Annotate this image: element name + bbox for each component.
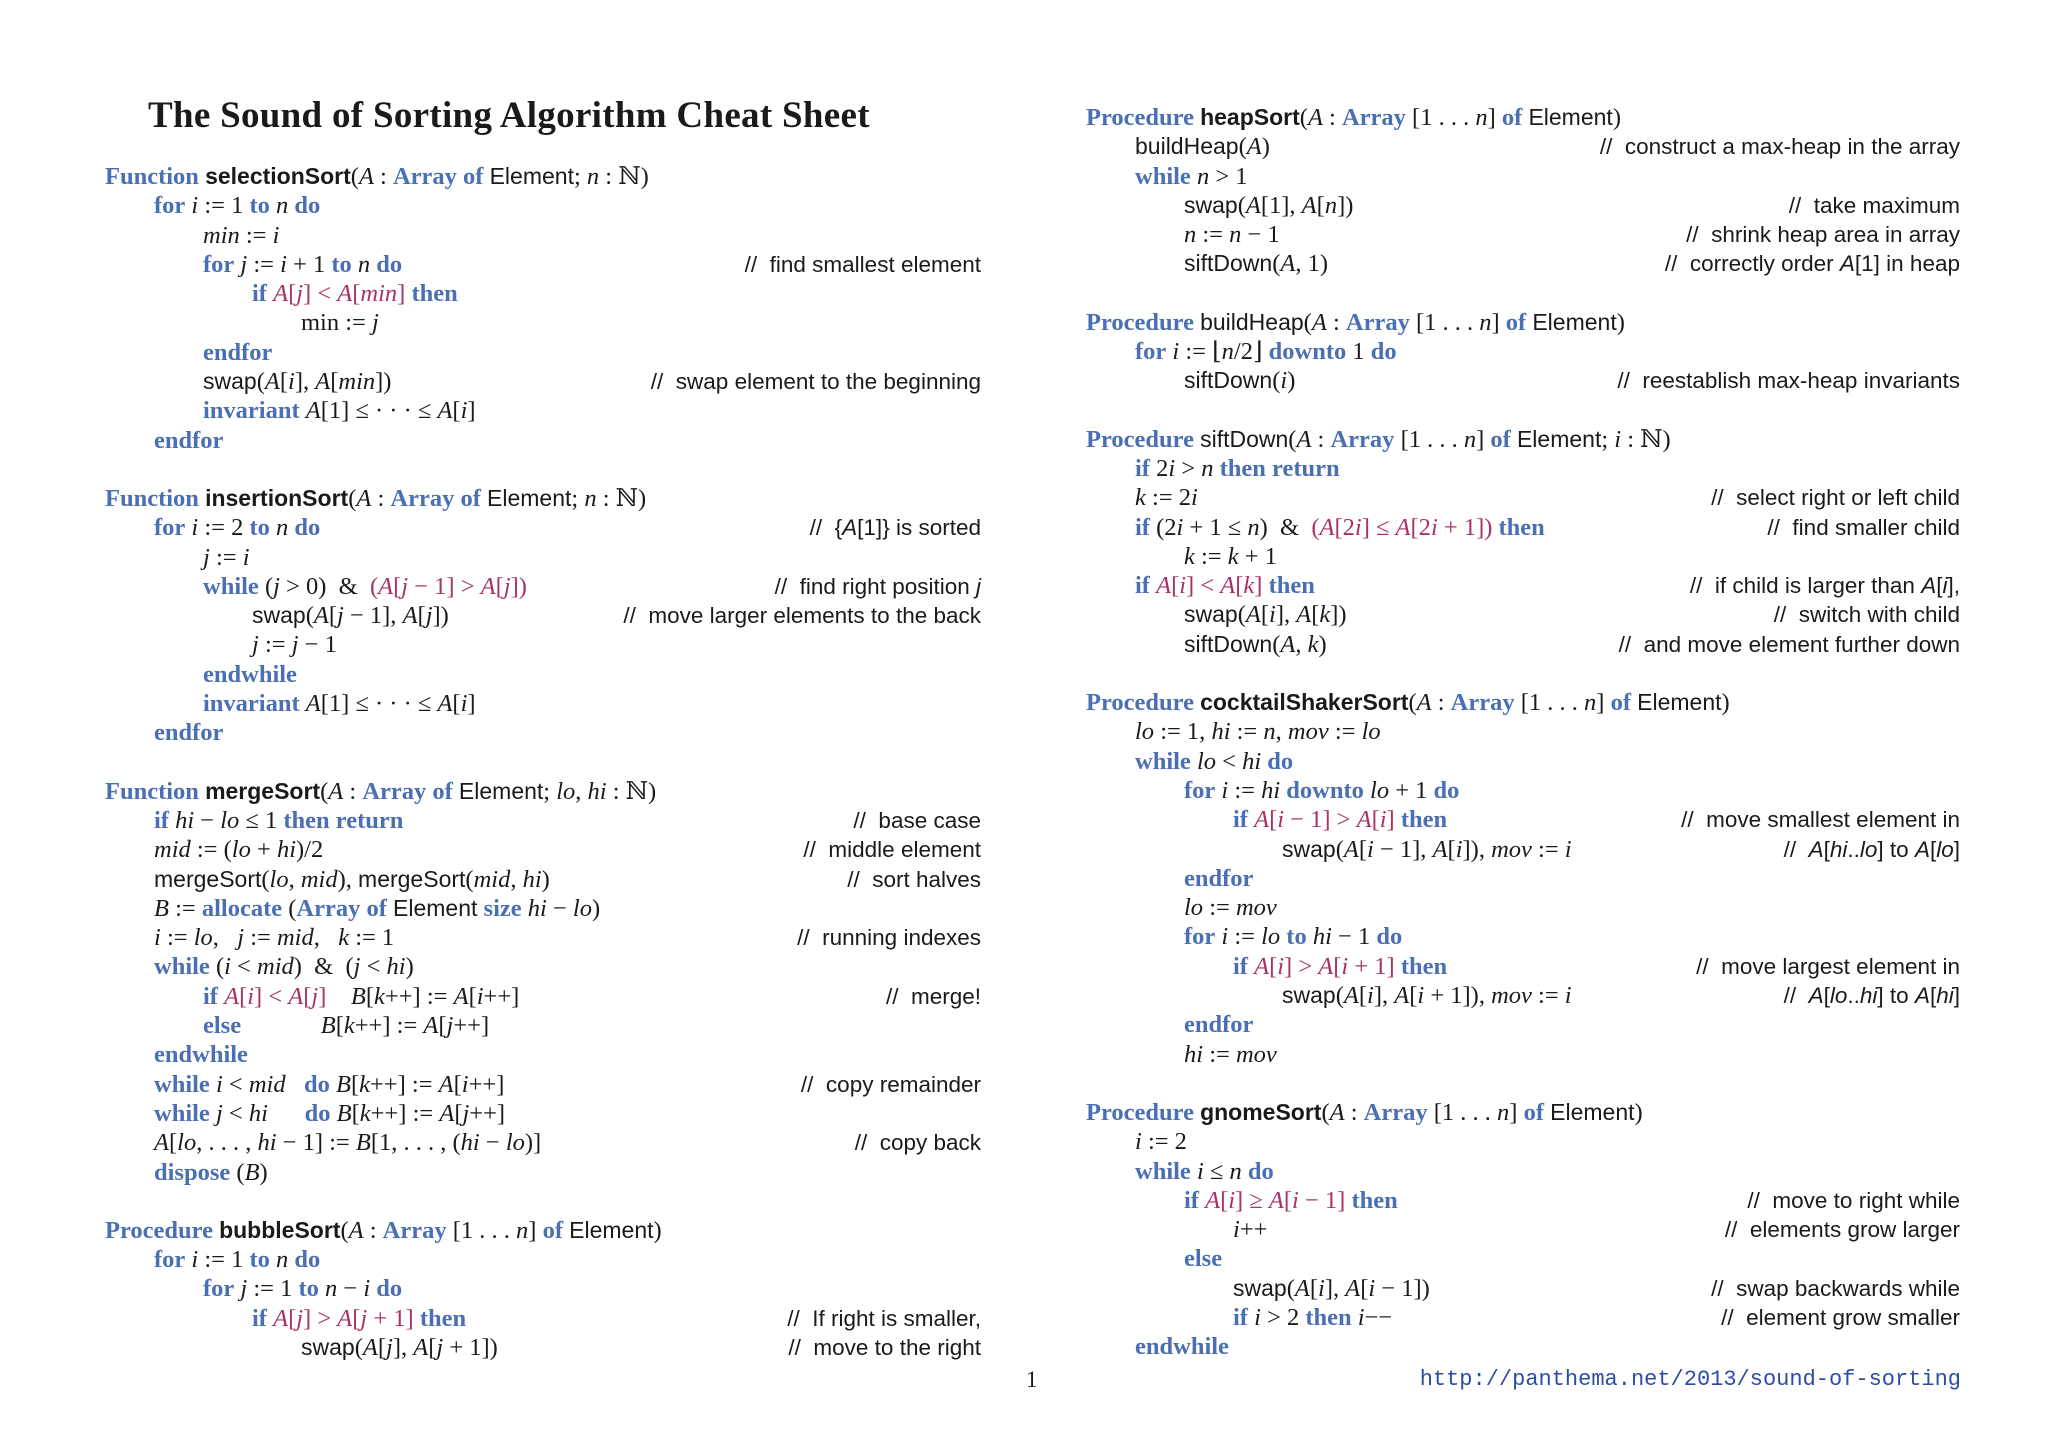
algorithm-mergeSort — [105, 777, 981, 1187]
code-line — [1086, 366, 1960, 395]
code-line — [1086, 103, 1960, 132]
code-text: min := j — [301, 309, 379, 337]
code-line — [1086, 747, 1960, 776]
code-text: mergeSort(lo, mid), mergeSort(mid, hi) — [154, 865, 550, 893]
code-line — [1086, 220, 1960, 249]
code-line — [1086, 542, 1960, 571]
algorithm-buildHeap — [1086, 308, 1960, 396]
code-text: if A[j] > A[j + 1] then — [252, 1304, 467, 1332]
code-text: k := k + 1 — [1184, 542, 1277, 570]
code-line — [1086, 1127, 1960, 1156]
code-comment: // base case — [853, 807, 981, 833]
code-line — [1086, 893, 1960, 922]
code-line — [105, 191, 981, 220]
code-line — [105, 1158, 981, 1187]
code-text: i := 2 — [1135, 1128, 1187, 1156]
code-text: while i ≤ n do — [1135, 1157, 1274, 1185]
code-line — [105, 1040, 981, 1069]
source-link[interactable]: http://panthema.net/2013/sound-of-sorting — [1419, 1367, 1961, 1392]
code-line — [1086, 337, 1960, 366]
code-text: swap(A[i], A[k]) — [1184, 601, 1347, 629]
code-line — [105, 1128, 981, 1157]
code-text: min := i — [203, 221, 280, 249]
code-line — [1086, 162, 1960, 191]
code-text: siftDown(i) — [1184, 367, 1296, 395]
code-comment: // take maximum — [1788, 192, 1960, 218]
code-line — [105, 1333, 981, 1362]
code-text: j := j − 1 — [252, 631, 337, 659]
code-line — [105, 338, 981, 367]
code-text: if A[i] < A[k] then — [1135, 572, 1315, 600]
code-text: for i := 1 to n do — [154, 1246, 321, 1274]
code-line — [105, 718, 981, 747]
code-text: lo := mov — [1184, 894, 1277, 922]
code-comment: // running indexes — [797, 925, 981, 951]
code-text: endwhile — [203, 660, 297, 688]
code-line — [1086, 1186, 1960, 1215]
code-line — [105, 835, 981, 864]
code-line — [105, 894, 981, 923]
code-line — [1086, 454, 1960, 483]
algorithm-heapSort — [1086, 103, 1960, 279]
code-line — [1086, 308, 1960, 337]
code-text: while lo < hi do — [1135, 747, 1294, 775]
code-comment: // if child is larger than A[i], — [1689, 573, 1960, 599]
right-column — [1086, 103, 1960, 1391]
code-line — [105, 1070, 981, 1099]
code-text: lo := 1, hi := n, mov := lo — [1135, 718, 1381, 746]
algorithm-selectionSort — [105, 162, 981, 455]
page-title: The Sound of Sorting Algorithm Cheat Sheet — [148, 95, 870, 136]
code-text: if i > 2 then i−− — [1233, 1303, 1393, 1331]
code-comment: // and move element further down — [1618, 631, 1960, 657]
code-line — [105, 601, 981, 630]
code-comment: // A[lo..hi] to A[hi] — [1783, 983, 1960, 1009]
code-text: Function selectionSort(A : Array of Element; n : ℕ) — [105, 163, 649, 190]
code-line — [1086, 1098, 1960, 1127]
code-text: Function mergeSort(A : Array of Element; lo, hi : ℕ) — [105, 777, 657, 805]
code-text: i := lo, j := mid, k := 1 — [154, 924, 395, 952]
code-line — [1086, 1303, 1960, 1332]
code-line — [1086, 952, 1960, 981]
code-line — [105, 777, 981, 806]
code-text: for j := 1 to n − i do — [203, 1275, 403, 1303]
code-comment: // move smallest element in — [1681, 807, 1960, 833]
code-text: for i := hi downto lo + 1 do — [1184, 776, 1460, 804]
code-text: k := 2i — [1135, 484, 1198, 512]
code-line — [1086, 805, 1960, 834]
code-comment: // {A[1]} is sorted — [809, 515, 981, 541]
code-text: if 2i > n then return — [1135, 454, 1340, 482]
code-line — [105, 1216, 981, 1245]
code-text: if A[i] < A[j] B[k++] := A[i++] — [203, 982, 520, 1010]
code-comment: // switch with child — [1773, 602, 1960, 628]
code-line — [105, 572, 981, 601]
code-text: endfor — [1184, 1011, 1254, 1039]
code-line — [1086, 688, 1960, 717]
code-comment: // correctly order A[1] in heap — [1664, 251, 1960, 277]
code-text: while n > 1 — [1135, 162, 1248, 190]
code-text: for i := 2 to n do — [154, 514, 321, 542]
code-line — [1086, 425, 1960, 454]
code-text: mid := (lo + hi)/2 — [154, 836, 324, 864]
page-number: 1 — [1026, 1367, 1038, 1392]
code-line — [1086, 600, 1960, 629]
code-comment: // move to right while — [1747, 1187, 1960, 1213]
code-line — [105, 367, 981, 396]
code-text: i++ — [1233, 1216, 1268, 1244]
code-text: while j < hi do B[k++] := A[j++] — [154, 1099, 506, 1127]
algorithm-insertionSort — [105, 484, 981, 748]
code-comment: // element grow smaller — [1721, 1304, 1960, 1330]
code-line — [1086, 717, 1960, 746]
code-line — [105, 513, 981, 542]
code-line — [1086, 1040, 1960, 1069]
code-line — [1086, 1244, 1960, 1273]
code-text: if hi − lo ≤ 1 then return — [154, 806, 404, 834]
code-text: swap(A[i], A[i − 1]) — [1233, 1274, 1430, 1302]
code-text: for i := 1 to n do — [154, 192, 321, 220]
code-text: endfor — [154, 426, 224, 454]
code-comment: // A[hi..lo] to A[lo] — [1783, 836, 1960, 862]
code-line — [105, 1245, 981, 1274]
code-comment: // reestablish max-heap invariants — [1617, 368, 1960, 394]
code-line — [1086, 191, 1960, 220]
code-comment: // move to the right — [788, 1334, 981, 1360]
code-comment: // copy remainder — [800, 1071, 981, 1097]
code-text: for i := ⌊n/2⌋ downto 1 do — [1135, 338, 1397, 366]
code-comment: // elements grow larger — [1724, 1217, 1960, 1243]
code-text: n := n − 1 — [1184, 221, 1280, 249]
code-line — [105, 308, 981, 337]
code-text: swap(A[i], A[min]) — [203, 368, 392, 396]
algorithm-siftDown — [1086, 425, 1960, 659]
code-text: endfor — [1184, 864, 1254, 892]
code-line — [105, 952, 981, 981]
code-text: buildHeap(A) — [1135, 133, 1270, 161]
code-text: Procedure heapSort(A : Array [1 . . . n] of Element) — [1086, 104, 1621, 131]
code-line — [1086, 1274, 1960, 1303]
code-line — [105, 279, 981, 308]
code-text: endfor — [154, 719, 224, 747]
code-text: hi := mov — [1184, 1040, 1277, 1068]
code-text: else — [1184, 1245, 1223, 1273]
code-text: endwhile — [1135, 1333, 1229, 1361]
code-text: swap(A[j], A[j + 1]) — [301, 1333, 498, 1361]
code-text: siftDown(A, 1) — [1184, 250, 1329, 278]
code-text: swap(A[j − 1], A[j]) — [252, 602, 449, 630]
code-line — [105, 689, 981, 718]
code-line — [1086, 981, 1960, 1010]
code-line — [105, 806, 981, 835]
code-line — [1086, 249, 1960, 278]
code-comment: // If right is smaller, — [787, 1305, 981, 1331]
code-text: if A[i] > A[i + 1] then — [1233, 952, 1448, 980]
code-comment: // move larger elements to the back — [623, 603, 981, 629]
code-comment: // move largest element in — [1696, 953, 1960, 979]
code-line — [105, 250, 981, 279]
code-text: dispose (B) — [154, 1158, 268, 1186]
code-text: if A[i] ≥ A[i − 1] then — [1184, 1186, 1398, 1214]
code-text: for i := lo to hi − 1 do — [1184, 923, 1403, 951]
code-text: if (2i + 1 ≤ n) & (A[2i] ≤ A[2i + 1]) then — [1135, 513, 1545, 541]
left-column — [105, 162, 981, 1391]
code-line — [105, 982, 981, 1011]
algorithm-gnomeSort — [1086, 1098, 1960, 1362]
code-comment: // shrink heap area in array — [1686, 222, 1960, 248]
code-text: while (j > 0) & (A[j − 1] > A[j]) — [203, 572, 527, 600]
code-line — [1086, 776, 1960, 805]
code-line — [105, 1011, 981, 1040]
code-line — [105, 484, 981, 513]
code-line — [105, 660, 981, 689]
code-text: endfor — [203, 338, 273, 366]
code-line — [1086, 1157, 1960, 1186]
code-line — [1086, 835, 1960, 864]
algorithm-cocktailShakerSort — [1086, 688, 1960, 1069]
code-comment: // sort halves — [847, 866, 981, 892]
code-comment: // merge! — [885, 983, 981, 1009]
code-line — [105, 543, 981, 572]
code-line — [105, 221, 981, 250]
code-text: while (i < mid) & (j < hi) — [154, 953, 414, 981]
code-line — [105, 1304, 981, 1333]
code-line — [1086, 513, 1960, 542]
code-text: Procedure cocktailShakerSort(A : Array [1 . . . n] of Element) — [1086, 689, 1730, 717]
code-line — [1086, 922, 1960, 951]
code-line — [105, 426, 981, 455]
code-line — [1086, 1332, 1960, 1361]
code-text: siftDown(A, k) — [1184, 630, 1327, 658]
code-text: Function insertionSort(A : Array of Element; n : ℕ) — [105, 484, 647, 512]
code-text: Procedure gnomeSort(A : Array [1 . . . n] of Element) — [1086, 1098, 1643, 1126]
code-line — [105, 396, 981, 425]
code-text: else B[k++] := A[j++] — [203, 1012, 490, 1040]
code-line — [1086, 630, 1960, 659]
code-text: swap(A[1], A[n]) — [1184, 191, 1354, 219]
code-line — [1086, 483, 1960, 512]
code-text: while i < mid do B[k++] := A[i++] — [154, 1070, 505, 1098]
code-line — [105, 162, 981, 191]
code-text: Procedure siftDown(A : Array [1 . . . n] of Element; i : ℕ) — [1086, 425, 1671, 453]
code-text: if A[i − 1] > A[i] then — [1233, 806, 1448, 834]
code-text: swap(A[i − 1], A[i]), mov := i — [1282, 835, 1572, 863]
code-line — [1086, 132, 1960, 161]
code-line — [105, 630, 981, 659]
code-line — [105, 923, 981, 952]
code-line — [1086, 1215, 1960, 1244]
code-line — [105, 865, 981, 894]
code-text: for j := i + 1 to n do — [203, 250, 403, 278]
code-text: swap(A[i], A[i + 1]), mov := i — [1282, 982, 1572, 1010]
code-comment: // copy back — [854, 1130, 981, 1156]
code-line — [1086, 571, 1960, 600]
code-line — [1086, 864, 1960, 893]
code-comment: // swap element to the beginning — [650, 369, 981, 395]
code-comment: // find smallest element — [744, 251, 981, 277]
code-comment: // find right position j — [774, 573, 981, 599]
code-line — [1086, 1010, 1960, 1039]
code-comment: // swap backwards while — [1711, 1275, 1960, 1301]
code-line — [105, 1274, 981, 1303]
code-text: if A[j] < A[min] then — [252, 280, 458, 308]
code-text: Procedure buildHeap(A : Array [1 . . . n] of Element) — [1086, 308, 1625, 336]
code-text: A[lo, . . . , hi − 1] := B[1, . . . , (hi − lo)] — [154, 1129, 542, 1157]
code-line — [105, 1099, 981, 1128]
code-comment: // construct a max-heap in the array — [1599, 134, 1960, 160]
code-text: B := allocate (Array of Element size hi − lo) — [154, 894, 601, 922]
code-comment: // middle element — [803, 837, 981, 863]
code-comment: // find smaller child — [1767, 514, 1960, 540]
code-text: Procedure bubbleSort(A : Array [1 . . . n] of Element) — [105, 1216, 662, 1244]
code-text: endwhile — [154, 1041, 248, 1069]
code-text: invariant A[1] ≤ · · · ≤ A[i] — [203, 397, 476, 425]
code-comment: // select right or left child — [1711, 485, 1960, 511]
code-text: invariant A[1] ≤ · · · ≤ A[i] — [203, 690, 476, 718]
algorithm-bubbleSort — [105, 1216, 981, 1362]
code-text: j := i — [203, 543, 250, 571]
